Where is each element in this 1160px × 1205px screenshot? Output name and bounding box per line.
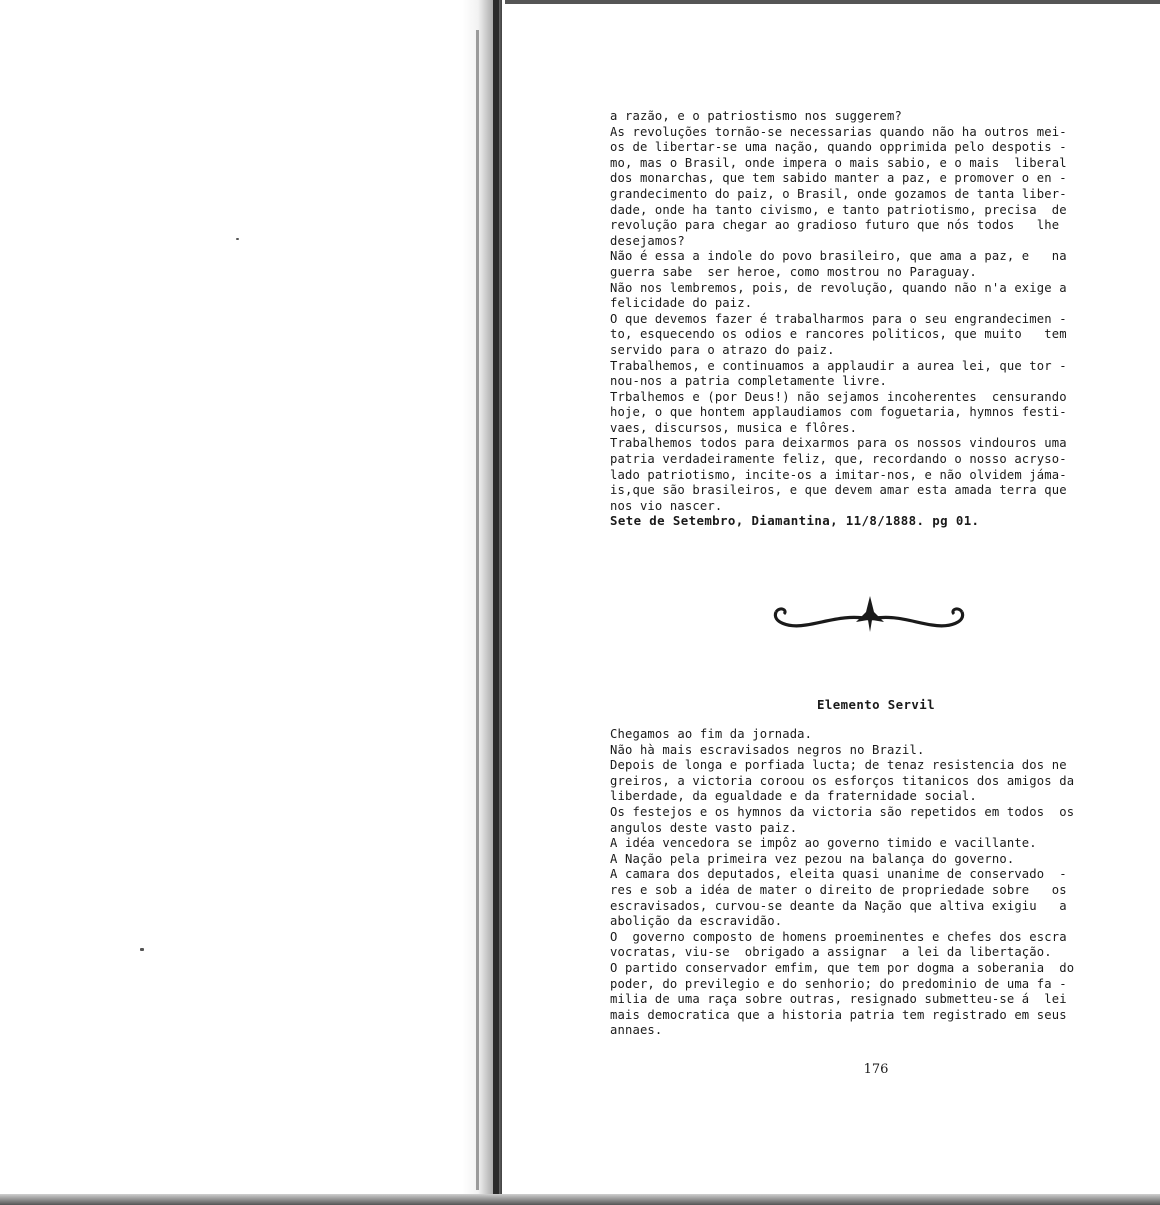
text-line: dos monarchas, que tem sabido manter a paz, e promover o en - xyxy=(610,171,1067,186)
text-line: Os festejos e os hymnos da victoria são repetidos em todos os xyxy=(610,804,1075,819)
text-line: Não hà mais escravisados negros no Brazil. xyxy=(610,742,925,757)
article-source: Sete de Setembro, Diamantina, 11/8/1888. pg 01. xyxy=(610,513,980,528)
text-line: grandecimento do paiz, o Brasil, onde gozamos de tanta liber- xyxy=(610,186,1067,201)
text-line: A Nação pela primeira vez pezou na balança do governo. xyxy=(610,851,1015,866)
text-line: Trbalhemos e (por Deus!) não sejamos incoherentes censurando xyxy=(610,389,1067,404)
text-line: a razão, e o patriostismo nos suggerem? xyxy=(610,109,903,123)
text-line: hoje, o que hontem applaudiamos com foguetaria, hymnos festi- xyxy=(610,405,1067,420)
text-line: dade, onde ha tanto civismo, e tanto patriotismo, precisa de xyxy=(610,202,1067,217)
binding-gutter xyxy=(493,0,499,1205)
text-line: to, esquecendo os odios e rancores politicos, que muito tem xyxy=(610,327,1067,342)
text-line: angulos deste vasto paiz. xyxy=(610,820,798,835)
text-line: guerra sabe ser heroe, como mostrou no Paraguay. xyxy=(610,264,977,279)
text-line: A idéa vencedora se impôz ao governo timido e vacillante. xyxy=(610,836,1037,851)
text-line: nos vio nascer. xyxy=(610,498,723,513)
text-line: escravisados, curvou-se deante da Nação que altiva exigiu a xyxy=(610,898,1067,913)
text-line: Trabalhemos todos para deixarmos para os nossos vindouros uma xyxy=(610,436,1067,451)
text-line: mais democratica que a historia patria tem registrado em seus xyxy=(610,1007,1067,1022)
dust-speck xyxy=(140,948,144,951)
text-line: vaes, discursos, musica e flôres. xyxy=(610,420,858,435)
text-line: revolução para chegar ao gradioso futuro que nós todos lhe xyxy=(610,218,1060,233)
text-line: mo, mas o Brasil, onde impera o mais sabio, e o mais liberal xyxy=(610,155,1067,170)
text-line: felicidade do paiz. xyxy=(610,296,753,311)
text-line: nou-nos a patria completamente livre. xyxy=(610,374,888,389)
text-line: os de libertar-se uma nação, quando opprimida pelo despotis - xyxy=(610,140,1067,155)
text-line: O que devemos fazer é trabalharmos para o seu engrandecimen - xyxy=(610,311,1067,326)
article-body xyxy=(610,727,1142,1039)
text-line: vocratas, viu-se obrigado a assignar a lei da libertação. xyxy=(610,945,1052,960)
text-line: lado patriotismo, incite-os a imitar-nos, e não olvidem jáma- xyxy=(610,467,1067,482)
text-line: Não nos lembremos, pois, de revolução, quando não n'a exige a xyxy=(610,280,1067,295)
text-line: Chegamos ao fim da jornada. xyxy=(610,727,813,741)
page-edge xyxy=(476,30,479,1190)
article-body xyxy=(610,109,1142,514)
text-line: As revoluções tornão-se necessarias quando não ha outros mei- xyxy=(610,124,1067,139)
page-top-edge xyxy=(505,0,1160,4)
text-line: milia de uma raça sobre outras, resignado submetteu-se á lei xyxy=(610,992,1067,1007)
page-bottom-edge xyxy=(0,1194,1160,1205)
dust-speck xyxy=(236,238,239,240)
text-line: Trabalhemos, e continuamos a applaudir a aurea lei, que tor - xyxy=(610,358,1067,373)
text-line: is,que são brasileiros, e que devem amar esta amada terra que xyxy=(610,483,1067,498)
section-title: Elemento Servil xyxy=(817,697,935,712)
text-line: Depois de longa e porfiada lucta; de tenaz resistencia dos ne xyxy=(610,758,1067,773)
text-line: patria verdadeiramente feliz, que, recordando o nosso acryso- xyxy=(610,452,1067,467)
page-number: 176 xyxy=(863,1062,889,1077)
text-line: poder, do previlegio e do senhorio; do predominio de uma fa - xyxy=(610,976,1067,991)
text-line: A camara dos deputados, eleita quasi unanime de conservado - xyxy=(610,867,1067,882)
text-line: Não é essa a indole do povo brasileiro, que ama a paz, e na xyxy=(610,249,1067,264)
text-line: liberdade, da egualdade e da fraternidade social. xyxy=(610,789,977,804)
text-line: desejamos? xyxy=(610,233,685,248)
ornament-divider xyxy=(766,592,972,638)
text-line: greiros, a victoria coroou os esforços titanicos dos amigos da xyxy=(610,773,1075,788)
text-line: O partido conservador emfim, que tem por dogma a soberania do xyxy=(610,960,1075,975)
text-line: res e sob a idéa de mater o direito de propriedade sobre os xyxy=(610,882,1067,897)
text-line: O governo composto de homens proeminentes e chefes dos escra xyxy=(610,929,1067,944)
text-line: servido para o atrazo do paiz. xyxy=(610,342,835,357)
text-line: abolição da escravidão. xyxy=(610,914,783,929)
text-line: annaes. xyxy=(610,1023,663,1038)
